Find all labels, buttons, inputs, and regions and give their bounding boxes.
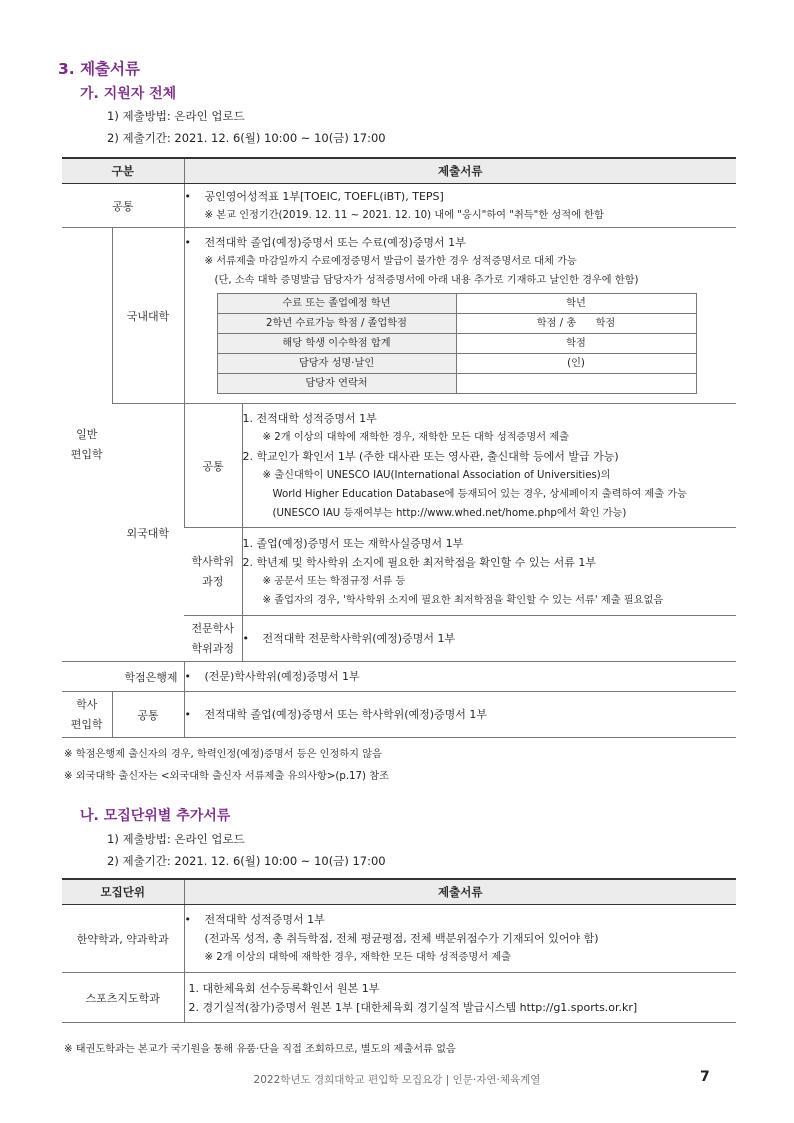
oriental-pharmacy-line1: • 전적대학 성적증명서 1부	[185, 910, 737, 929]
domestic-doc-note2: (단, 소속 대학 증명발급 담당자가 성적증명서에 아래 내용 추가로 기재하고 날인한 경우에 한함)	[214, 275, 639, 286]
subsection-b-title: 나. 모집단위별 추가서류	[80, 808, 231, 824]
row-docs-foreign-common	[242, 404, 736, 528]
bachelor-course-note1: ※ 공문서 또는 학점규정 서류 등	[262, 575, 406, 587]
row-label-bachelor-transfer: 학사 편입학	[62, 692, 112, 738]
foreign-common-note1: ※ 2개 이상의 대학에 재학한 경우, 재학한 모든 대학 성적증명서 제출	[262, 431, 570, 443]
inner-value	[456, 374, 696, 394]
footnote-credit-bank: ※ 학점은행제 출신자의 경우, 학력인정(예정)증명서 등은 인정하지 않음	[64, 749, 382, 760]
row-docs-bachelor-course	[242, 528, 736, 616]
submit-period-b: 2) 제출기간: 2021. 12. 6(월) 10:00 ~ 10(금) 17:00	[107, 854, 386, 868]
row-docs-sports-coaching	[184, 973, 736, 1023]
header-documents: 제출서류	[184, 158, 736, 184]
foreign-common-note3: World Higher Education Database에 등재되어 있는 경우, 상세페이지 출력하여 제출 가능	[272, 488, 688, 500]
footnote-foreign: ※ 외국대학 출신자는 <외국대학 출신자 서류제출 유의사항>(p.17) 참조	[64, 771, 389, 782]
inner-label: 해당 학생 이수학점 합계	[217, 334, 456, 354]
inner-label: 2학년 수료가능 학점 / 졸업학점	[217, 314, 456, 334]
bachelor-course-item2: 2. 학년제 및 학사학위 소지에 필요한 최저학점을 확인할 수 있는 서류 1부	[242, 555, 596, 569]
inner-row	[217, 374, 696, 394]
inner-label: 담당자 성명·날인	[217, 354, 456, 374]
common-doc-line: • 공인영어성적표 1부[TOEIC, TOEFL(iBT), TEPS]	[185, 187, 737, 206]
foreign-common-note2: ※ 출신대학이 UNESCO IAU(International Association of Universities)의	[262, 469, 611, 481]
row-label-common: 공통	[62, 184, 184, 228]
documents-table	[62, 157, 736, 738]
table-header-row	[62, 879, 736, 905]
subsection-a-title: 가. 지원자 전체	[80, 86, 177, 102]
submit-method-b: 1) 제출방법: 온라인 업로드	[107, 832, 245, 846]
inner-label: 담당자 연락처	[217, 374, 456, 394]
inner-value: 학년	[456, 294, 696, 314]
row-foreign-common	[62, 404, 736, 528]
inner-row	[217, 334, 696, 354]
page-number: 7	[700, 1069, 710, 1085]
row-oriental-pharmacy	[62, 905, 736, 973]
inner-label: 수료 또는 졸업예정 학년	[217, 294, 456, 314]
section-title: 3. 제출서류	[58, 60, 140, 78]
foreign-common-item1: 1. 전적대학 성적증명서 1부	[242, 411, 377, 425]
domestic-doc-line: • 전적대학 졸업(예정)증명서 또는 수료(예정)증명서 1부	[185, 233, 737, 252]
row-docs-common	[184, 184, 736, 228]
sports-coaching-line2: 2. 경기실적(참가)증명서 원본 1부 [대한체육회 경기실적 발급시스템 http://g1.sports.or.kr]	[188, 1000, 638, 1014]
row-docs-credit-bank	[184, 662, 736, 692]
row-bachelor-transfer	[62, 692, 736, 738]
inner-row	[217, 354, 696, 374]
row-label-bachelor-common: 공통	[112, 692, 184, 738]
header-unit: 모집단위	[62, 879, 184, 905]
inner-row	[217, 314, 696, 334]
row-docs-domestic	[184, 228, 736, 404]
header-category: 구분	[62, 158, 184, 184]
row-label-foreign: 외국대학	[112, 404, 184, 662]
foreign-common-item2: 2. 학교인가 확인서 1부 (주한 대사관 또는 영사관, 출신대학 등에서 발급 가능)	[242, 449, 619, 463]
bachelor-transfer-line: • 전적대학 졸업(예정)증명서 또는 학사학위(예정)증명서 1부	[185, 705, 737, 724]
row-label-bachelor-course: 학사학위 과정	[184, 528, 242, 616]
submit-method-a: 1) 제출방법: 온라인 업로드	[107, 109, 245, 123]
row-label-domestic: 국내대학	[112, 228, 184, 404]
inner-value: 학점	[456, 334, 696, 354]
credit-bank-line: • (전문)학사학위(예정)증명서 1부	[185, 667, 737, 686]
row-label-general-transfer: 일반 편입학	[62, 228, 112, 662]
row-label-foreign-common: 공통	[184, 404, 242, 528]
footnote-taekwondo: ※ 태권도학과는 본교가 국기원을 통해 유품·단을 직접 조회하므로, 별도의 제출서류 없음	[64, 1044, 456, 1055]
additional-documents-table	[62, 878, 736, 1023]
inner-value: (인)	[456, 354, 696, 374]
row-common	[62, 184, 736, 228]
inner-value: 학점 / 총 학점	[456, 314, 696, 334]
row-credit-bank	[62, 662, 736, 692]
row-label-professional-course: 전문학사 학위과정	[184, 616, 242, 662]
bachelor-course-item1: 1. 졸업(예정)증명서 또는 재학사실증명서 1부	[242, 536, 464, 550]
submit-period-a: 2) 제출기간: 2021. 12. 6(월) 10:00 ~ 10(금) 17:00	[107, 131, 386, 145]
foreign-common-note4: (UNESCO IAU 등재여부는 http://www.whed.net/home.php에서 확인 가능)	[272, 507, 627, 519]
oriental-pharmacy-line2: (전과목 성적, 총 취득학점, 전체 평균평점, 전체 백분위점수가 기재되어 있어야 함)	[204, 932, 599, 945]
page-footer: 2022학년도 경희대학교 편입학 모집요강 | 인문·자연·체육계열	[253, 1074, 541, 1086]
row-domestic	[62, 228, 736, 404]
header-documents: 제출서류	[184, 879, 736, 905]
professional-course-line: • 전적대학 전문학사학위(예정)증명서 1부	[243, 629, 737, 648]
row-label-oriental-pharmacy: 한약학과, 약과학과	[62, 905, 184, 973]
common-doc-note: ※ 본교 인정기간(2019. 12. 11 ~ 2021. 12. 10) 내에 "응시"하여 "취득"한 성적에 한함	[204, 209, 604, 221]
row-label-sports-coaching: 스포츠지도학과	[62, 973, 184, 1023]
oriental-pharmacy-note: ※ 2개 이상의 대학에 재학한 경우, 재학한 모든 대학 성적증명서 제출	[204, 952, 512, 963]
bachelor-course-note2: ※ 졸업자의 경우, '학사학위 소지에 필요한 최저학점을 확인할 수 있는 서류' 제출 필요없음	[262, 594, 664, 606]
domestic-doc-note1: ※ 서류제출 마감일까지 수료예정증명서 발급이 불가한 경우 성적증명서로 대체 가능	[204, 256, 577, 267]
confirmation-table	[217, 293, 697, 394]
row-docs-bachelor-transfer	[184, 692, 736, 738]
sports-coaching-line1: 1. 대한체육회 선수등록확인서 원본 1부	[188, 981, 380, 995]
row-docs-professional-course	[242, 616, 736, 662]
table-header-row	[62, 158, 736, 184]
inner-row	[217, 294, 696, 314]
row-docs-oriental-pharmacy	[184, 905, 736, 973]
row-sports-coaching	[62, 973, 736, 1023]
row-label-credit-bank: 학점은행제	[62, 662, 184, 692]
